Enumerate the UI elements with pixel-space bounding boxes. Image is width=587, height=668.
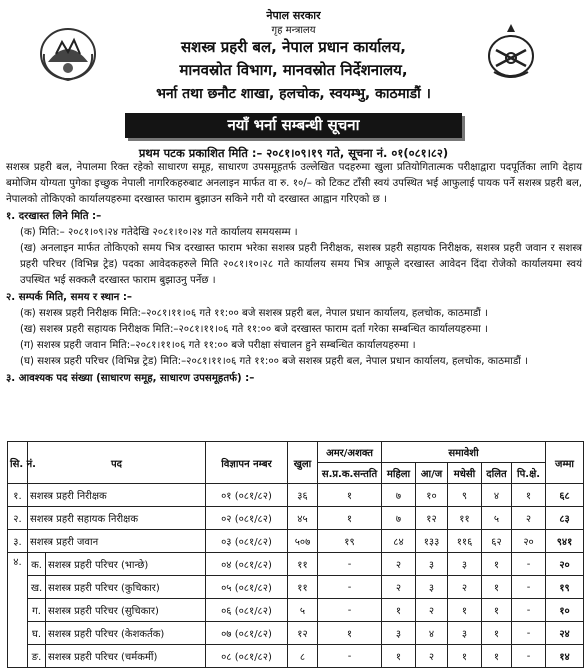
letterhead xyxy=(0,0,587,112)
header-dalit: दलित xyxy=(482,463,512,484)
cell-post: सशस्त्र प्रहरी परिचर (केशकर्तक) xyxy=(46,622,206,645)
intro-paragraph: सशस्त्र प्रहरी बल, नेपालमा रिक्त रहेको साधारण समूह, साधारण उपसमूहतर्फ उल्लेखित पदहरुमा खुला प्रतियोगितात्मक परीक्षाद्वारा पदपूर्तिका लागि देहाय बमोजिम योग्यता पुगेका इच्छुक नेपाली नागरिकहरुबाट अनलाइन मार्फत वा रु. १०/– को टिकट टाँसी स्वयं उपस्थित भई आफुलाई पायक पर्ने सशस्त्र प्रहरी बल, नेपालको तोकिएको कार्यालयहरुमा दरखास्त फाराम बुझाउन सकिने गरी यो दरखास्त आह्वान गरिएको छ । xyxy=(6,162,582,205)
cell-open: ४५ xyxy=(288,507,318,530)
cell-dalit: ५ xyxy=(482,507,512,530)
table-row xyxy=(8,576,584,599)
table-heading: ३. आवश्यक पद संख्या (साधारण समूह, साधारण उपसमूहतर्फ) :– xyxy=(6,373,255,384)
header-amar-sub: स.प्र.क.सन्तति xyxy=(318,463,382,484)
branch-address: भर्ना तथा छनौट शाखा, हलचोक, स्वयम्भु, काठमाडौं । xyxy=(156,86,431,102)
cell-amar: १ xyxy=(318,622,382,645)
ministry-name: गृह मन्त्रालय xyxy=(271,25,316,36)
cell-total: १४ xyxy=(546,645,584,668)
cell-total: १९ xyxy=(546,576,584,599)
section-item: (क) मिति:– २०८१।०९।२४ गतेदेखि २०८१।१०।२४ गते कार्यालय समयसम्म । xyxy=(20,227,298,238)
cell-women: ३ xyxy=(382,622,416,645)
cell-aj: १३३ xyxy=(416,530,448,553)
cell-pichhe: - xyxy=(512,576,546,599)
cell-women: ७ xyxy=(382,484,416,507)
cell-pichhe: १ xyxy=(512,484,546,507)
cell-open: ८ xyxy=(288,645,318,668)
cell-post: सशस्त्र प्रहरी परिचर (भान्छे) xyxy=(46,553,206,576)
header-total: जम्मा xyxy=(546,442,584,484)
cell-sub-sn: ङ. xyxy=(28,645,46,668)
cell-post: सशस्त्र प्रहरी जवान xyxy=(28,530,206,553)
cell-amar: १९ xyxy=(318,530,382,553)
cell-sub-sn: ग. xyxy=(28,599,46,622)
cell-dalit: ६२ xyxy=(482,530,512,553)
cell-pichhe: - xyxy=(512,599,546,622)
cell-sn: २. xyxy=(8,507,28,530)
cell-adv-number: ०३ (०८१/८२) xyxy=(206,530,288,553)
cell-sub-sn: क. xyxy=(28,553,46,576)
cell-madhesi: २ xyxy=(448,576,482,599)
cell-aj: ३ xyxy=(416,576,448,599)
cell-total: २४ xyxy=(546,622,584,645)
cell-aj: १२ xyxy=(416,507,448,530)
cell-amar: - xyxy=(318,645,382,668)
table-row xyxy=(8,553,584,576)
header-inclusive: समावेशी xyxy=(382,442,546,463)
cell-madhesi: १ xyxy=(448,645,482,668)
cell-pichhe: २० xyxy=(512,530,546,553)
table-row xyxy=(8,484,584,507)
cell-adv-number: ०६ (०८१/८२) xyxy=(206,599,288,622)
cell-aj: १० xyxy=(416,484,448,507)
office-name: सशस्त्र प्रहरी बल, नेपाल प्रधान कार्यालय, xyxy=(181,38,406,56)
cell-adv-number: ०८ (०८१/८२) xyxy=(206,645,288,668)
govt-name: नेपाल सरकार xyxy=(266,9,321,22)
cell-adv-number: ०१ (०८१/८२) xyxy=(206,484,288,507)
cell-pichhe: - xyxy=(512,645,546,668)
cell-pichhe: - xyxy=(512,622,546,645)
table-row xyxy=(8,622,584,645)
cell-total: ८३ xyxy=(546,507,584,530)
cell-aj: २ xyxy=(416,645,448,668)
cell-total: ९४१ xyxy=(546,530,584,553)
table-row xyxy=(8,507,584,530)
header-post: पद xyxy=(28,442,206,484)
cell-open: ५०७ xyxy=(288,530,318,553)
cell-open: ११ xyxy=(288,576,318,599)
table-row xyxy=(8,599,584,622)
cell-women: १ xyxy=(382,599,416,622)
section-item: (ख) अनलाइन मार्फत तोकिएको समय भित्र दरखास्त फाराम भरेका सशस्त्र प्रहरी निरीक्षक, सशस्त्र प्रहरी सहायक निरीक्षक, सशस्त्र प्रहरी जवान र सशस्त्र प्रहरी परिचर (विभिन्न ट्रेड) पदका आवेदकहरुले मिति २०८१।१०।२८ गते कार्यालय समय भित्र आफूले दरखास्त आवेदन दिंदा रोजेको कार्यालयमा स्वयं उपस्थित भई सक्कलै दरखास्त फाराम बुझाउनु पर्नेछ । xyxy=(20,243,582,286)
cell-adv-number: ०७ (०८१/८२) xyxy=(206,622,288,645)
cell-open: १२ xyxy=(288,622,318,645)
posts-table-body xyxy=(8,484,584,668)
cell-women: ७ xyxy=(382,507,416,530)
cell-women: २ xyxy=(382,576,416,599)
header-amar: अमर/अशक्त xyxy=(318,442,382,463)
notice-body xyxy=(6,160,582,387)
section-item: (ग) सशस्त्र प्रहरी जवान मिति:–२०८१।११।०६ गते ११:०० बजे परीक्षा संचालन हुने सम्बन्धित कार्यालयहरुमा । xyxy=(20,340,416,351)
cell-sn: ३. xyxy=(8,530,28,553)
cell-madhesi: ११ xyxy=(448,507,482,530)
cell-women: ८४ xyxy=(382,530,416,553)
cell-open: ३६ xyxy=(288,484,318,507)
cell-post: सशस्त्र प्रहरी परिचर (चर्मकर्मी) xyxy=(46,645,206,668)
cell-madhesi: ९ xyxy=(448,484,482,507)
section-item: (घ) सशस्त्र प्रहरी परिचर (विभिन्न ट्रेड) मिति:–२०८१।११।०६ गते ११:०० बजे सशस्त्र प्रहरी बल, नेपाल प्रधान कार्यालय, हलचोक, काठमाडौं । xyxy=(20,356,529,367)
cell-sub-sn: ख. xyxy=(28,576,46,599)
section-item: (क) सशस्त्र प्रहरी निरीक्षक मिति:–२०८१।११।०६ गते ११:०० बजे सशस्त्र प्रहरी बल, नेपाल प्रधान कार्यालय, हलचोक, काठमाडौं । xyxy=(20,308,488,319)
cell-dalit: १ xyxy=(482,622,512,645)
cell-amar: - xyxy=(318,553,382,576)
cell-adv-number: ०२ (०८१/८२) xyxy=(206,507,288,530)
cell-aj: ४ xyxy=(416,622,448,645)
cell-total: १० xyxy=(546,599,584,622)
cell-adv-number: ०४ (०८१/८२) xyxy=(206,553,288,576)
cell-dalit: १ xyxy=(482,599,512,622)
posts-table xyxy=(7,441,584,668)
cell-amar: १ xyxy=(318,484,382,507)
publication-line: प्रथम पटक प्रकाशित मिति :– २०८१।०९।१९ गते, सूचना नं. ०१(०८१।८२) xyxy=(138,146,449,160)
section-heading: १. दरखास्त लिने मिति :– xyxy=(6,211,102,222)
cell-dalit: १ xyxy=(482,553,512,576)
cell-dalit: ४ xyxy=(482,484,512,507)
cell-open: ५ xyxy=(288,599,318,622)
cell-post: सशस्त्र प्रहरी निरीक्षक xyxy=(28,484,206,507)
cell-sub-sn: घ. xyxy=(28,622,46,645)
cell-adv-number: ०५ (०८१/८२) xyxy=(206,576,288,599)
cell-aj: ३ xyxy=(416,553,448,576)
header-madhesi: मधेसी xyxy=(448,463,482,484)
cell-post: सशस्त्र प्रहरी परिचर (कुचिकार) xyxy=(46,576,206,599)
cell-amar: - xyxy=(318,576,382,599)
cell-dalit: १ xyxy=(482,645,512,668)
section-heading: २. सम्पर्क मिति, समय र स्थान :– xyxy=(6,292,133,303)
cell-madhesi: ३ xyxy=(448,553,482,576)
cell-madhesi: ११६ xyxy=(448,530,482,553)
cell-sn: ४. xyxy=(8,553,28,668)
table-row xyxy=(8,530,584,553)
header-adv-number: विज्ञापन नम्बर xyxy=(206,442,288,484)
section-item: (ख) सशस्त्र प्रहरी सहायक निरीक्षक मिति:–२०८१।११।०६ गते ११:०० बजे दरखास्त फाराम दर्ता गरेका सम्बन्धित कार्यालयहरुमा । xyxy=(20,324,488,335)
cell-madhesi: ३ xyxy=(448,622,482,645)
cell-women: २ xyxy=(382,553,416,576)
cell-sn: १. xyxy=(8,484,28,507)
header-sn: सि. नं. xyxy=(8,442,28,484)
cell-total: २० xyxy=(546,553,584,576)
notice-title: नयाँ भर्ना सम्बन्धी सूचना xyxy=(125,113,462,138)
cell-total: ६८ xyxy=(546,484,584,507)
cell-madhesi: १ xyxy=(448,599,482,622)
cell-amar: १ xyxy=(318,507,382,530)
header-women: महिला xyxy=(382,463,416,484)
cell-pichhe: २ xyxy=(512,507,546,530)
cell-open: ११ xyxy=(288,553,318,576)
cell-post: सशस्त्र प्रहरी परिचर (सुचिकार) xyxy=(46,599,206,622)
department-name: मानवस्रोत विभाग, मानवस्रोत निर्देशनालय, xyxy=(179,61,408,79)
header-open: खुला xyxy=(288,442,318,484)
table-row xyxy=(8,645,584,668)
cell-aj: २ xyxy=(416,599,448,622)
cell-dalit: १ xyxy=(482,576,512,599)
header-pichhe: पि.क्षे. xyxy=(512,463,546,484)
cell-post: सशस्त्र प्रहरी सहायक निरीक्षक xyxy=(28,507,206,530)
header-aj: आ/ज xyxy=(416,463,448,484)
cell-pichhe: - xyxy=(512,553,546,576)
cell-amar: - xyxy=(318,599,382,622)
cell-women: १ xyxy=(382,645,416,668)
